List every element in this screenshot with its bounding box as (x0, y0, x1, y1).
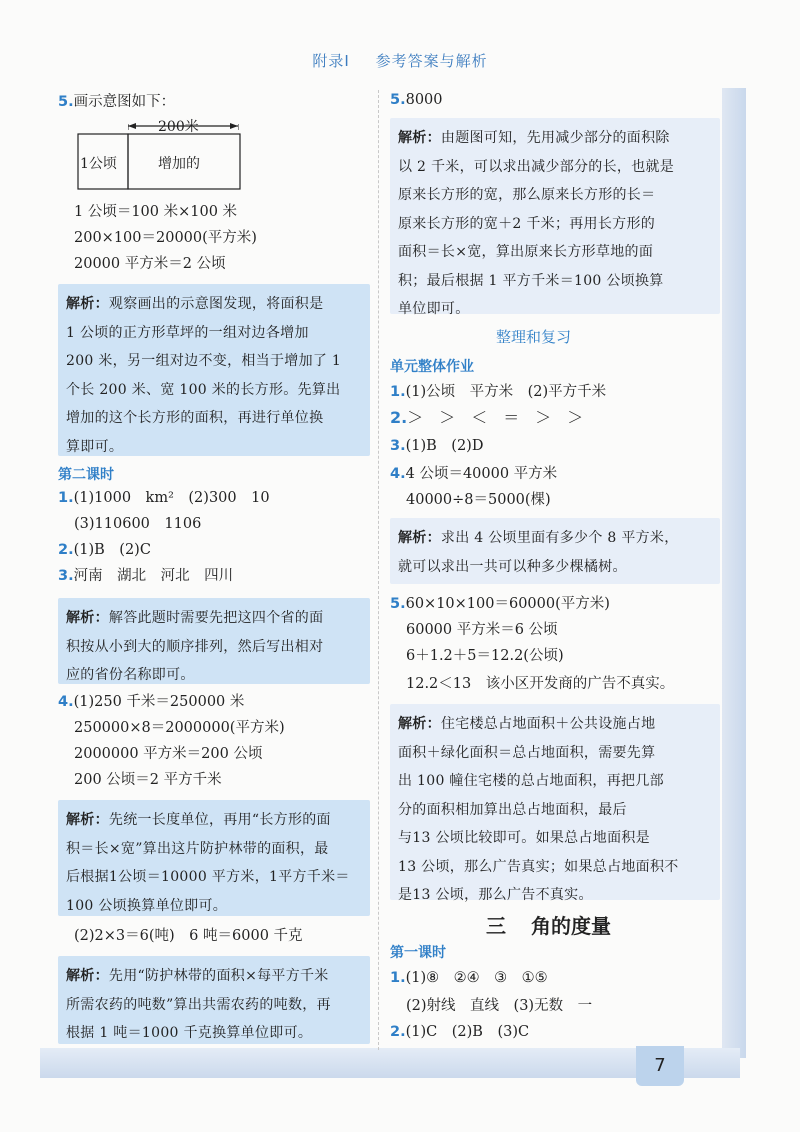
analysis-box (58, 284, 370, 456)
analysis-line: 分的面积相加算出总占地面积，最后 (398, 801, 627, 818)
left-q4-line: 2000000 平方米＝200 公顷 (74, 746, 263, 762)
analysis-line: 就可以求出一共可以种多少棵橘树。 (398, 558, 627, 575)
analysis-line: 单位即可。 (398, 301, 470, 317)
analysis-line: 原来长方形的宽＋2 千米；再用长方形的 (398, 215, 656, 232)
left-q5-line: 20000 平方米＝2 公顷 (74, 256, 226, 272)
right-q4 (390, 464, 557, 484)
left-q3 (58, 566, 233, 586)
analysis-line: 解答此题时需要先把这四个省的面 (108, 610, 324, 626)
page-number: 7 (636, 1046, 684, 1086)
analysis-label: 解析： (398, 716, 441, 732)
analysis-line: 后根据1公顷＝10000 平方米，1平方千米＝ (66, 869, 350, 885)
analysis-line: 观察画出的示意图发现，将面积是 (108, 296, 324, 312)
analysis-line: 是13 公顷，那么广告不真实。 (398, 887, 593, 903)
question-text: (1)公顷 平方米 (2)平方千米 (405, 384, 607, 400)
analysis-line: 住宅楼总占地面积＋公共设施占地 (440, 716, 656, 732)
question-number: 2. (390, 408, 408, 427)
right-q1 (390, 382, 606, 402)
analysis-box (390, 704, 720, 903)
unit-homework-heading: 单元整体作业 (390, 359, 474, 375)
page-bottom-shadow (40, 1048, 740, 1078)
question-number: 3. (58, 568, 74, 584)
left-q4-line: 250000×8＝2000000(平方米) (74, 720, 285, 736)
chapter-title: 角的度量 (530, 914, 611, 938)
page-edge-shadow (722, 88, 746, 1058)
analysis-label: 解析： (398, 130, 441, 146)
question-number: 1. (390, 970, 406, 986)
analysis-box (58, 598, 370, 684)
question-text: (1)B (2)C (73, 542, 151, 558)
question-text: (1)C (2)B (3)C (405, 1024, 530, 1040)
question-number: 1. (58, 490, 74, 506)
left-q4b: (2)2×3＝6(吨) 6 吨＝6000 千克 (74, 928, 303, 944)
right-q4-line2: 40000÷8＝5000(棵) (406, 492, 551, 508)
analysis-label: 解析： (398, 530, 441, 546)
right-q5b-line: 6＋1.2＋5＝12.2(公顷) (406, 648, 564, 664)
chapter-heading (486, 910, 611, 939)
analysis-line: 积按从小到大的顺序排列，然后写出相对 (66, 638, 324, 655)
left-q5 (58, 92, 175, 112)
question-text: 画示意图如下： (73, 94, 176, 110)
section-heading: 整理和复习 (496, 328, 572, 346)
analysis-line: 出 100 幢住宅楼的总占地面积，再把几部 (398, 773, 664, 789)
right-q5b-line: 60000 平方米＝6 公顷 (406, 622, 558, 638)
header-title: 参考答案与解析 (375, 52, 488, 70)
question-text: 8000 (405, 92, 443, 108)
question-text: (1)250 千米＝250000 米 (73, 694, 245, 710)
diagram-width-label: 200米 (158, 119, 199, 135)
analysis-label: 解析： (66, 968, 109, 984)
analysis-line: 面积＝长×宽，算出原来长方形草地的面 (398, 244, 654, 260)
question-text: (1)B (2)D (405, 438, 484, 454)
analysis-box (58, 800, 370, 916)
right-c1-line2: (2)射线 直线 (3)无数 一 (406, 998, 593, 1014)
analysis-line: 应的省份名称即可。 (66, 667, 195, 683)
analysis-line: 增加的这个长方形的面积，再进行单位换 (66, 410, 324, 426)
right-q5b (390, 594, 610, 614)
question-number: 5. (58, 94, 74, 110)
diagram-right-label: 增加的 (158, 156, 200, 172)
right-q2 (390, 408, 583, 428)
question-number: 5. (390, 92, 406, 108)
lesson-heading: 第二课时 (58, 467, 114, 483)
question-text: 河南 湖北 河北 四川 (73, 568, 234, 584)
right-q5 (390, 90, 443, 110)
column-divider (378, 90, 380, 1050)
question-text: 60×10×100＝60000(平方米) (405, 596, 610, 612)
question-text: (1)⑧ ②④ ③ ①⑤ (405, 970, 548, 986)
analysis-line: 根据 1 吨＝1000 千克换算单位即可。 (66, 1025, 313, 1041)
left-q2 (58, 540, 151, 560)
header-appendix: 附录Ⅰ (312, 52, 350, 70)
chapter-number: 三 (486, 914, 506, 938)
analysis-line: 100 公顷换算单位即可。 (66, 897, 228, 914)
analysis-line: 面积＋绿化面积＝总占地面积，需要先算 (398, 744, 656, 761)
left-q5-line: 1 公顷＝100 米×100 米 (74, 204, 238, 220)
question-number: 3. (390, 438, 406, 454)
question-number: 1. (390, 384, 406, 400)
analysis-label: 解析： (66, 296, 109, 312)
right-c1 (390, 968, 548, 988)
analysis-line: 与13 公顷比较即可。如果总占地面积是 (398, 830, 650, 846)
analysis-line: 算即可。 (66, 438, 124, 455)
left-q4-line: 200 公顷＝2 平方千米 (74, 772, 222, 788)
question-text: 4 公顷＝40000 平方米 (405, 466, 558, 482)
analysis-label: 解析： (66, 812, 109, 828)
analysis-line: 由题图可知，先用减少部分的面积除 (440, 130, 670, 146)
left-q4 (58, 692, 244, 712)
question-number: 2. (58, 542, 74, 558)
question-number: 4. (390, 466, 406, 482)
lesson-heading: 第一课时 (390, 945, 446, 961)
analysis-line: 13 公顷，那么广告真实；如果总占地面积不 (398, 858, 679, 875)
left-q5-line: 200×100＝20000(平方米) (74, 230, 257, 246)
analysis-line: 以 2 千米，可以求出减少部分的长，也就是 (398, 158, 675, 175)
analysis-line: 所需农药的吨数”算出共需农药的吨数，再 (66, 996, 331, 1013)
analysis-line: 积＝长×宽”算出这片防护林带的面积，最 (66, 840, 329, 857)
analysis-line: 先统一长度单位，再用“长方形的面 (108, 812, 331, 828)
analysis-line: 先用“防护林带的面积×每平方千米 (108, 968, 329, 984)
diagram-left-label: 1公顷 (80, 156, 117, 172)
question-number: 2. (390, 1024, 406, 1040)
right-q5b-line: 12.2＜13 该小区开发商的广告不真实。 (406, 676, 675, 692)
question-text: (1)1000 km² (2)300 10 (73, 490, 270, 506)
right-c2 (390, 1022, 529, 1042)
question-number: 5. (390, 596, 406, 612)
analysis-line: 原来长方形的宽，那么原来长方形的长＝ (398, 187, 656, 203)
analysis-box (58, 956, 370, 1044)
right-q3 (390, 436, 483, 456)
left-q1 (58, 488, 270, 508)
analysis-line: 个长 200 米、宽 100 米的长方形。先算出 (66, 381, 341, 398)
analysis-line: 求出 4 公顷里面有多少个 8 平方米， (440, 530, 679, 546)
page-header (0, 50, 800, 71)
analysis-line: 200 米，另一组对边不变，相当于增加了 1 (66, 353, 342, 369)
analysis-box (390, 518, 720, 584)
left-q1-line2: (3)110600 1106 (74, 516, 202, 532)
analysis-line: 1 公顷的正方形草坪的一组对边各增加 (66, 324, 309, 341)
analysis-box (390, 118, 720, 317)
question-text: ＞ ＞ ＜ ＝ ＞ ＞ (407, 408, 584, 427)
analysis-line: 积；最后根据 1 平方千米＝100 公顷换算 (398, 272, 664, 289)
analysis-label: 解析： (66, 610, 109, 626)
question-number: 4. (58, 694, 74, 710)
area-diagram (76, 118, 336, 198)
